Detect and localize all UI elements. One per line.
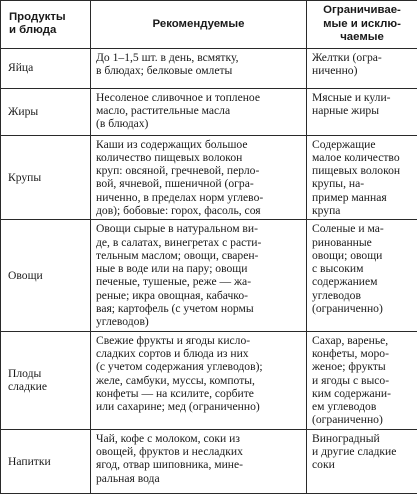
table-row — [1, 88, 417, 135]
header-products: Продукты и блюда — [1, 1, 91, 49]
limited-cell: Виноградный и другие сладкие соки — [307, 429, 417, 493]
product-name-cell: Плоды сладкие — [1, 331, 91, 429]
limited-cell: Мясные и кули- нарные жиры — [307, 88, 417, 135]
table-row — [1, 331, 417, 429]
limited-cell: Желтки (огра- ниченно) — [307, 48, 417, 88]
table-row — [1, 48, 417, 88]
recommended-cell: Чай, кофе с молоком, соки из овощей, фруктов и несладких ягод, отвар шиповника, мине- ральная вода — [91, 429, 307, 493]
product-name-cell: Напитки — [1, 429, 91, 493]
recommended-cell: До 1–1,5 шт. в день, всмятку, в блюдах; белковые омлеты — [91, 48, 307, 88]
limited-cell: Содержащие малое количество пищевых волокон крупы, на- пример манная крупа — [307, 135, 417, 220]
product-name-cell: Яйца — [1, 48, 91, 88]
product-name-cell: Жиры — [1, 88, 91, 135]
product-name-cell: Овощи — [1, 220, 91, 331]
recommended-cell: Овощи сырые в натуральном ви- де, в салатах, винегретах с расти- тельным маслом; овощи, сварен- ные в воде или на пару; овощи печеные, тушеные, реже — жа- реные; икра овощная, кабачко- вая; картофель (с учетом нормы углеводов) — [91, 220, 307, 331]
header-limited: Ограничивае- мые и исклю- чаемые — [307, 1, 417, 49]
recommended-cell: Каши из содержащих большое количество пищевых волокон круп: овсяной, гречневой, перло- вой, ячневой, пшеничной (огра- ниченно, в пределах норм углево- дов); бобовые: горох, фасоль, соя — [91, 135, 307, 220]
table-row — [1, 135, 417, 220]
recommended-cell: Несоленое сливочное и топленое масло, растительные масла (в блюдах) — [91, 88, 307, 135]
product-name-cell: Крупы — [1, 135, 91, 220]
table-row — [1, 220, 417, 331]
table-row — [1, 429, 417, 493]
limited-cell: Соленые и ма- ринованные овощи; овощи с высоким содержанием углеводов (ограниченно) — [307, 220, 417, 331]
header-recommended: Рекомендуемые — [91, 1, 307, 49]
table-header-row — [1, 1, 417, 49]
limited-cell: Сахар, варенье, конфеты, моро- женое; фрукты и ягоды с высо- ким содержани- ем углеводов (ограниченно) — [307, 331, 417, 429]
recommended-cell: Свежие фрукты и ягоды кисло- сладких сортов и блюда из них (с учетом содержания углеводов); желе, самбуки, муссы, компоты, конфеты — на ксилите, сорбите или сахарине; мед (ограниченно) — [91, 331, 307, 429]
